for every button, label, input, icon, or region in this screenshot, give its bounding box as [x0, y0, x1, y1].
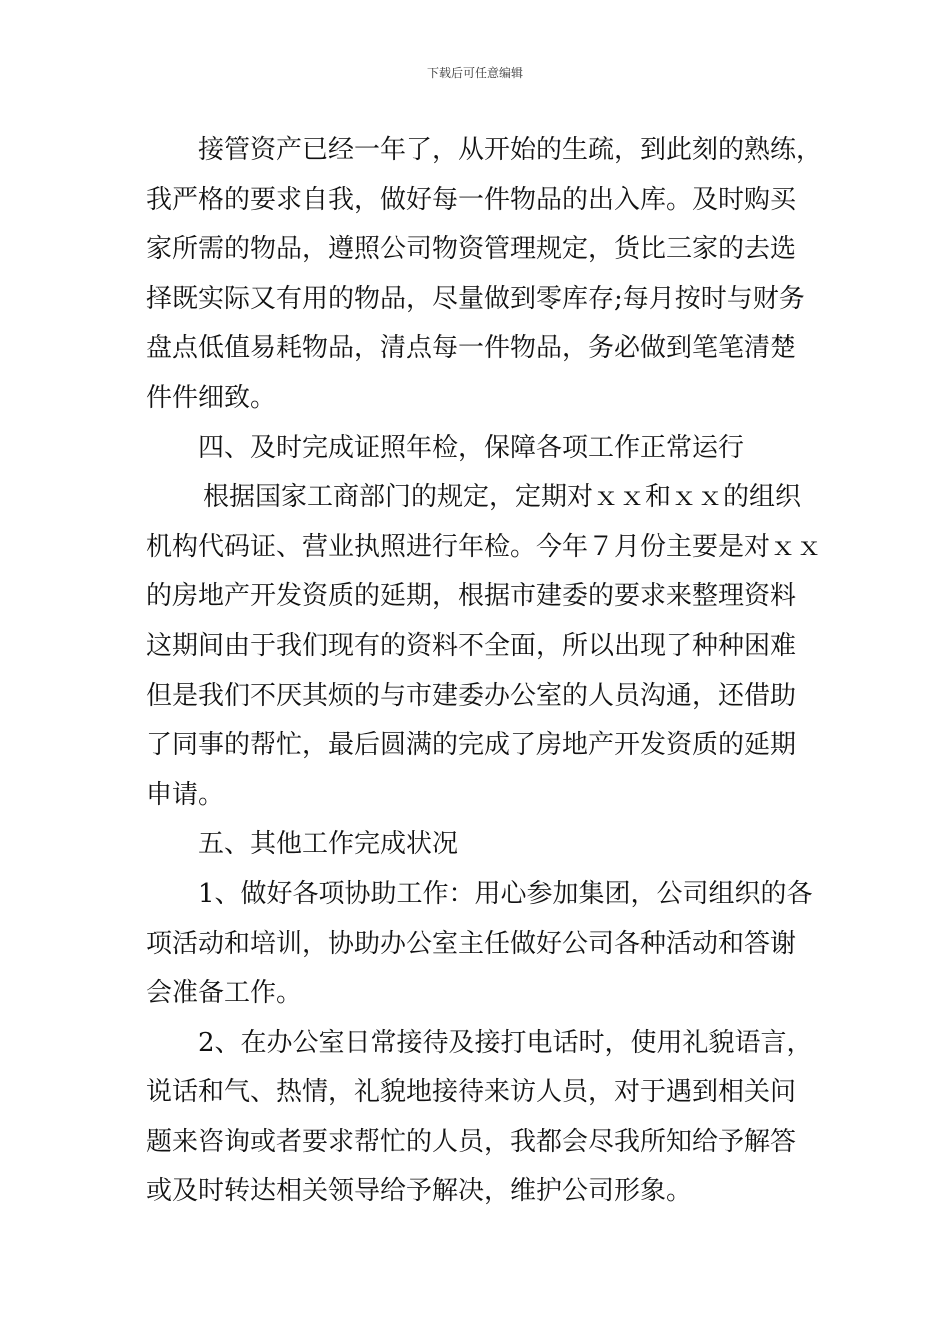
paragraph-line: 说话和气、热情，礼貌地接待来访人员，对于遇到相关问 — [146, 1077, 797, 1108]
paragraph-line: 题来咨询或者要求帮忙的人员，我都会尽我所知给予解答 — [146, 1126, 797, 1157]
paragraph-line: 项活动和培训，协助办公室主任做好公司各种活动和答谢 — [146, 928, 797, 959]
paragraph-line: 这期间由于我们现有的资料不全面，所以出现了种种困难 — [146, 630, 797, 661]
page-header-note: 下载后可任意编辑 — [426, 66, 523, 80]
paragraph-line: 的房地产开发资质的延期，根据市建委的要求来整理资料 — [146, 581, 797, 612]
section-heading: 五、其他工作完成状况 — [198, 829, 459, 860]
section-heading: 四、及时完成证照年检，保障各项工作正常运行 — [198, 432, 745, 463]
paragraph-line: 或及时转达相关领导给予解决，维护公司形象。 — [146, 1176, 693, 1207]
paragraph-line: 了同事的帮忙，最后圆满的完成了房地产开发资质的延期 — [146, 730, 797, 761]
paragraph-line: 但是我们不厌其烦的与市建委办公室的人员沟通，还借助 — [146, 680, 797, 711]
list-item-line: 2、在办公室日常接待及接打电话时，使用礼貌语言， — [198, 1027, 813, 1058]
paragraph-line: 盘点低值易耗物品，清点每一件物品，务必做到笔笔清楚 — [146, 333, 797, 364]
paragraph-line: 申请。 — [146, 779, 225, 810]
paragraph-line: 会准备工作。 — [146, 978, 303, 1009]
paragraph-line: 根据国家工商部门的规定，定期对ｘｘ和ｘｘ的组织 — [203, 482, 802, 513]
paragraph-line: 机构代码证、营业执照进行年检。今年７月份主要是对ｘｘ — [146, 531, 823, 562]
paragraph-line: 择既实际又有用的物品，尽量做到零库存;每月按时与财务 — [146, 283, 805, 314]
paragraph-line: 家所需的物品，遵照公司物资管理规定，货比三家的去选 — [146, 234, 797, 265]
document-body — [146, 126, 823, 1217]
list-item-line: 1、做好各项协助工作：用心参加集团，公司组织的各 — [198, 878, 813, 909]
paragraph-line: 我严格的要求自我，做好每一件物品的出入库。及时购买 — [146, 184, 797, 215]
paragraph-line: 接管资产已经一年了，从开始的生疏，到此刻的熟练， — [198, 135, 823, 165]
paragraph-line: 件件细致。 — [146, 382, 277, 413]
